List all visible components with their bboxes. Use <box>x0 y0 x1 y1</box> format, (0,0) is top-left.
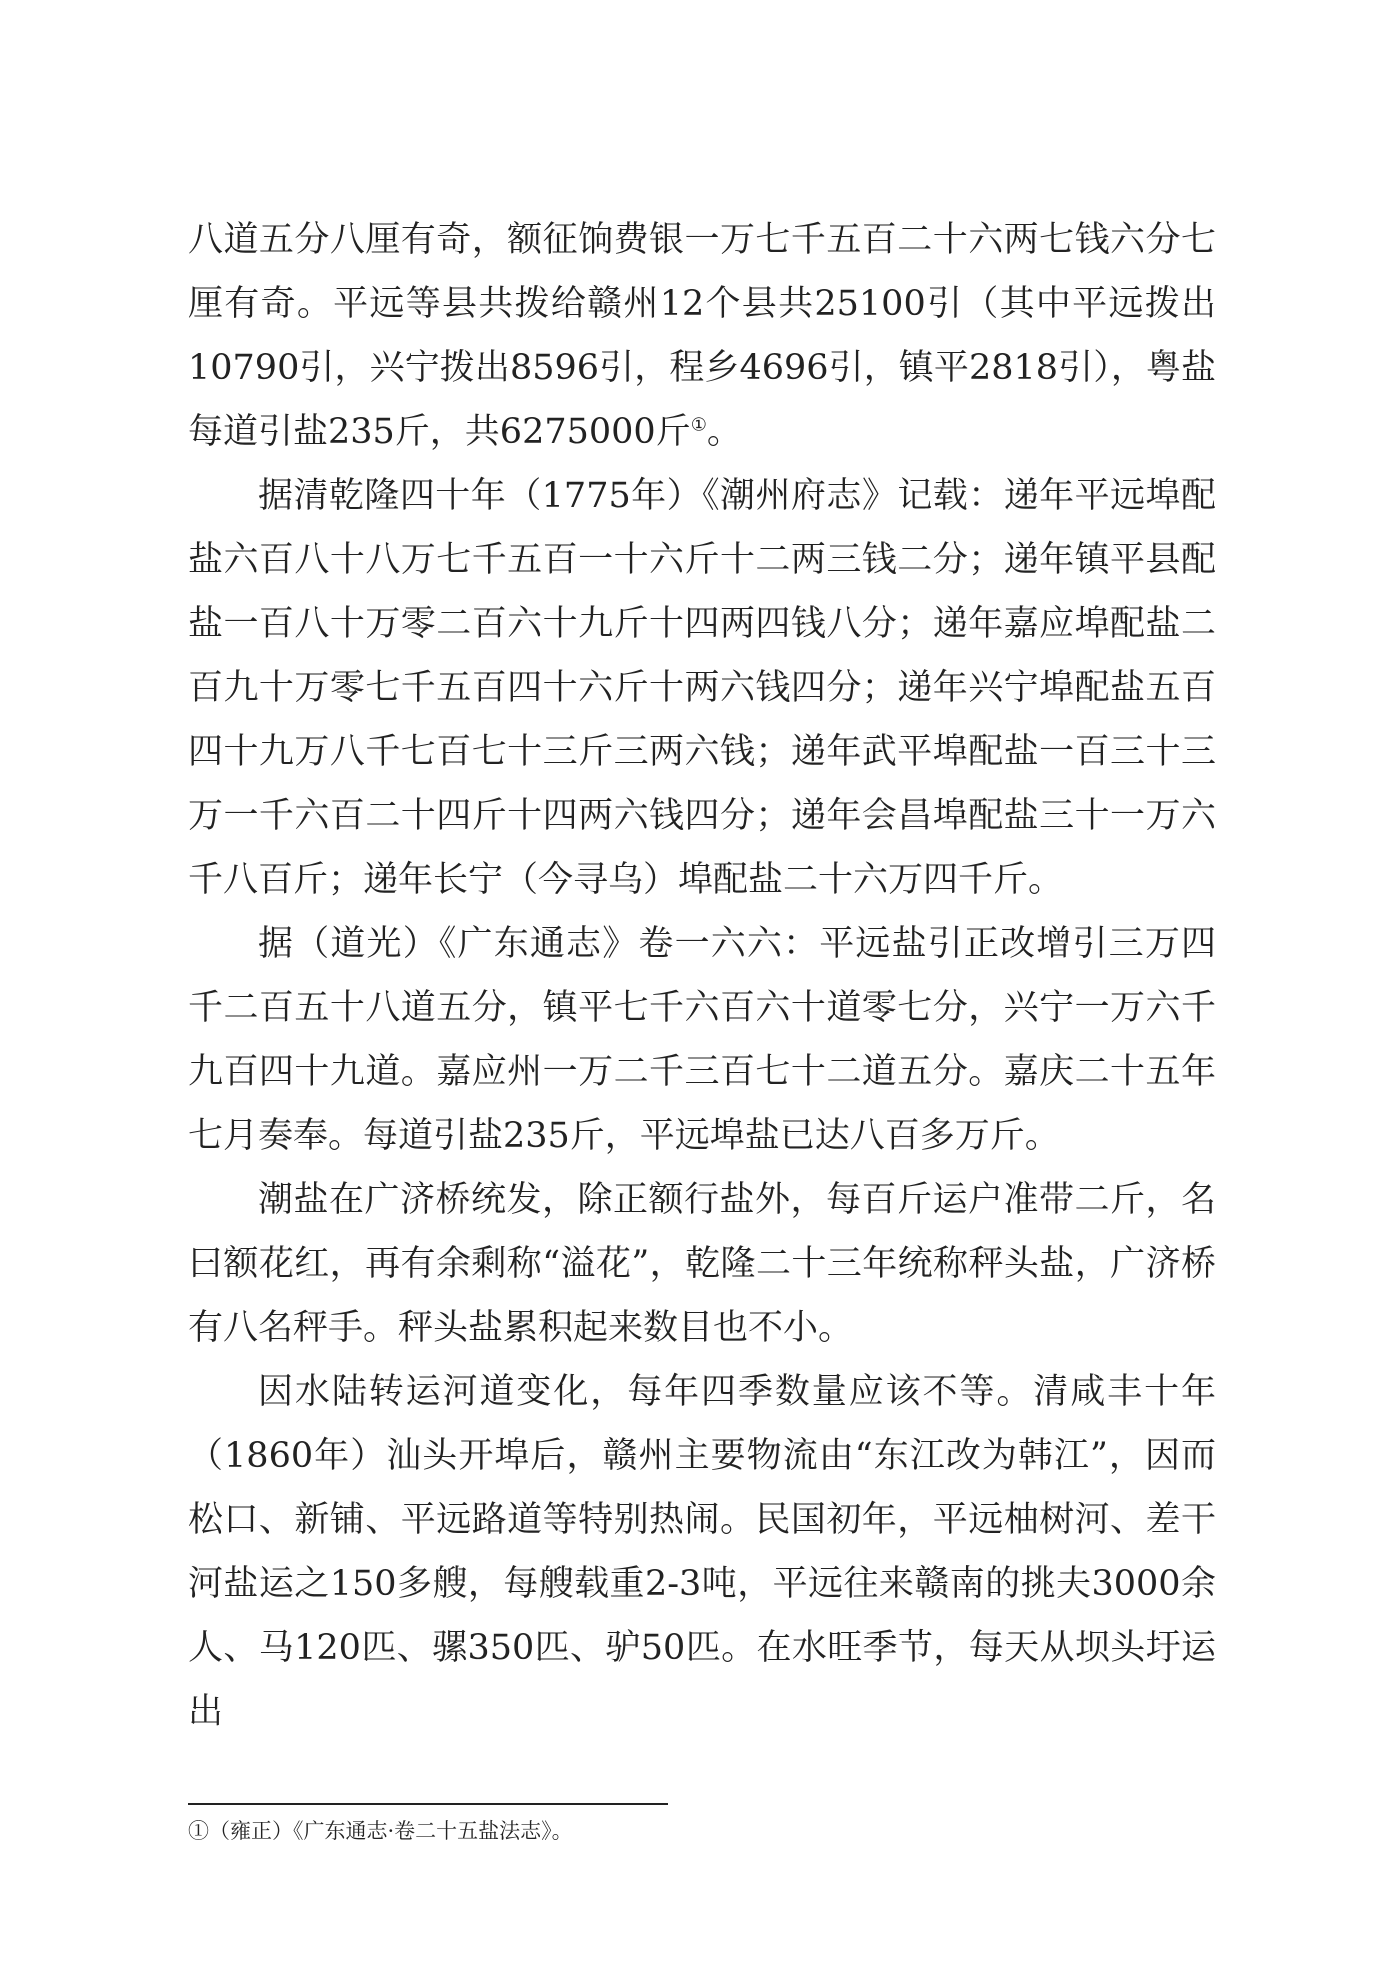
footnote: ①（雍正）《广东通志·卷二十五盐法志》。 <box>188 1819 573 1843</box>
paragraph-4: 潮盐在广济桥统发，除正额行盐外，每百斤运户准带二斤，名曰额花红，再有余剩称“溢花”，乾隆二十三年统称秤头盐，广济桥有八名秤手。秤头盐累积起来数目也不小。 <box>188 1180 1216 1348</box>
paragraph-1-tail: 。 <box>706 412 742 452</box>
paragraph-1-text: 八道五分八厘有奇，额征饷费银一万七千五百二十六两七钱六分七厘有奇。平远等县共拨给赣州12个县共25100引（其中平远拨出10790引，兴宁拨出8596引，程乡4696引，镇平2818引），粤盐每道引盐235斤，共6275000斤 <box>188 220 1216 452</box>
paragraph-3: 据（道光）《广东通志》卷一六六：平远盐引正改增引三万四千二百五十八道五分，镇平七千六百六十道零七分，兴宁一万六千九百四十九道。嘉应州一万二千三百七十二道五分。嘉庆二十五年七月奏奉。每道引盐235斤，平远埠盐已达八百多万斤。 <box>188 924 1216 1156</box>
body-text <box>188 208 1216 1744</box>
footnote-divider <box>188 1803 668 1805</box>
paragraph-1 <box>188 208 1216 464</box>
footnote-ref-marker: ① <box>690 414 707 436</box>
paragraph-2: 据清乾隆四十年（1775年）《潮州府志》记载：递年平远埠配盐六百八十八万七千五百一十六斤十二两三钱二分；递年镇平县配盐一百八十万零二百六十九斤十四两四钱八分；递年嘉应埠配盐二百九十万零七千五百四十六斤十两六钱四分；递年兴宁埠配盐五百四十九万八千七百七十三斤三两六钱；递年武平埠配盐一百三十三万一千六百二十四斤十四两六钱四分；递年会昌埠配盐三十一万六千八百斤；递年长宁（今寻乌）埠配盐二十六万四千斤。 <box>188 476 1216 900</box>
paragraph-5: 因水陆转运河道变化，每年四季数量应该不等。清咸丰十年（1860年）汕头开埠后，赣州主要物流由“东江改为韩江”，因而松口、新铺、平远路道等特别热闹。民国初年，平远柚树河、差干河盐运之150多艘，每艘载重2-3吨，平远往来赣南的挑夫3000余人、马120匹、骡350匹、驴50匹。在水旺季节，每天从坝头圩运出 <box>188 1372 1216 1732</box>
